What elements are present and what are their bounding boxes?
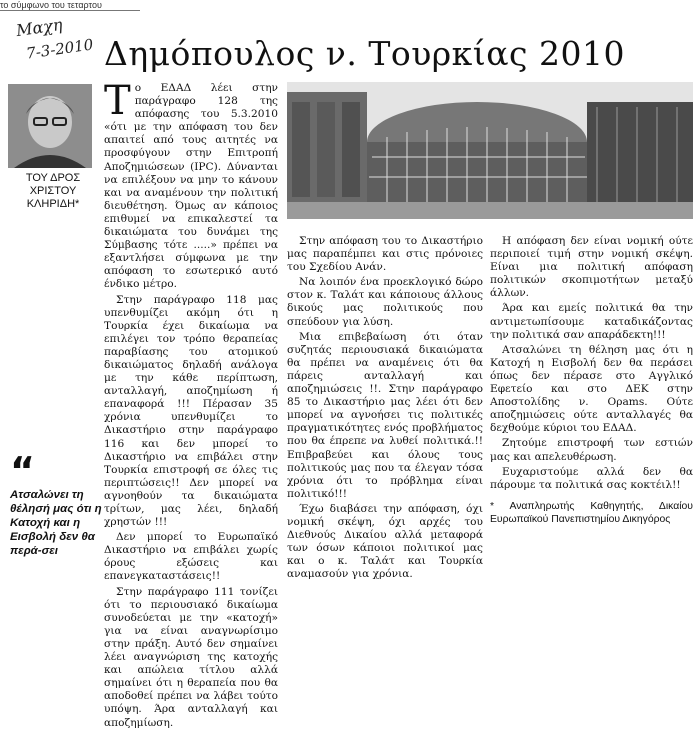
- top-clip-text: το σύμφωνο του τεταρτου: [0, 0, 140, 11]
- article-paragraph: Έχω διαβάσει την απόφαση, όχι νομική σκέψη, όχι αρχές του Διεθνούς Δικαίου αλλά μεταφορά των όσων κάποιοι πολιτικοί μας και ο κ. Ταλάτ και Τουρκία αναμασούν για χρόνια.: [287, 502, 483, 581]
- drop-cap: Τ: [104, 78, 131, 124]
- article-paragraph: Ατσαλώνει τη θέληση μας ότι η Κατοχή η Εισβολή δεν θα περάσει όπως δεν πέρασε στο Αγγλικό Εφετείο και στο ΔΕΚ στην Αποστολίδης ν. Ορams. Ούτε αποζημιώσεις ούτε ανταλλαγές θα δεχθούμε κύριοι του ΕΔΑΔ.: [490, 343, 693, 435]
- article-paragraph: Στην απόφαση του το Δικαστήριο μας παραπέμπει και στις πρόνοιες του Σχεδίου Ανάν.: [287, 235, 483, 274]
- author-photo: [8, 84, 92, 168]
- pull-quote: Ατσαλώνει τη θέλησή μας ότι η Κατοχή και η Εισβολή δεν θα περά-σει: [10, 489, 102, 557]
- article-column-1: [104, 78, 278, 732]
- author-signature: * Αναπληρωτής Καθηγητής, Δικαίου Ευρωπαϊκού Πανεπιστημίου Δικηγόρος: [490, 500, 693, 525]
- article-title: Δημόπουλος ν. Τουρκίας 2010: [104, 34, 625, 73]
- handwritten-source: Μαχη: [14, 14, 64, 41]
- author-portrait-image: [8, 84, 92, 168]
- quote-mark-icon: “: [10, 449, 35, 493]
- article-paragraph: Στην παράγραφο 118 μας υπενθυμίζει ακόμη ότι η Τουρκία έχει δικαίωμα να επιλέγει τον τρόπο θεραπείας παραβίασης του ατομικού δικαιώματος δηλαδή ανάλογα με την κάθε περίπτωση, ανταλλαγή, αποζημίωση ή επαναφορά !!! Πέρασαν 35 χρόνια υπενθυμίζει το Δικαστήριο στην παράγραφο 116 και δεν μπορεί το Δικαστήριο να επιβάλει στην Τουρκία επιστροφή σε όλες τις περιπτώσεις!! Δεν μπορεί να αγνοηθούν τα δικαιώματα τρίτων, μας λέει, δηλαδή χρηστών !!!: [104, 293, 278, 529]
- article-paragraph: Η απόφαση δεν είναι νομική ούτε περιποιεί τιμή στην νομική σκέψη. Είναι μια πολιτική απόφαση πολιτικών σκοπιμοτήτων μεταξύ άλλων.: [490, 235, 693, 300]
- court-building-image: [287, 82, 693, 219]
- court-building-photo: [287, 82, 693, 219]
- article-paragraph: Δεν μπορεί το Ευρωπαϊκό Δικαστήριο να επιβάλει χωρίς όρους εξώσεις και επανεγκαταστάσεις!!: [104, 531, 278, 583]
- author-caption: ΤΟΥ ΔΡΟΣ ΧΡΙΣΤΟΥ ΚΛΗΡΙΔΗ*: [25, 172, 81, 210]
- article-paragraph: Άρα και εμείς πολιτικά θα την αντιμετωπίσουμε καταδικάζοντας την πολιτικά σαν απαράδεκτη!!!: [490, 302, 693, 341]
- article-paragraph: Να λοιπόν ένα προεκλογικό δώρο στον κ. Ταλάτ και κάποιους άλλους δικούς μας πολιτικούς που σπεύδουν για λύση.: [287, 276, 483, 328]
- article-paragraph: Μια επιβεβαίωση ότι όταν συζητάς περιουσιακά δικαιώματα θα πρέπει να αναμένεις ότι θα πάρεις ανταλλαγή και αποζημιώσεις !!. Στην παράγραφο 85 το Δικαστήριο μας λέει ότι δεν μπορεί να αγνοήσει τις πολιτικές πραγματικότητες ενός προβλήματος που θα έπρεπε να λυθεί πολιτικά.!! Επιβραβεύει και όλους τους πολιτικούς μας που τα έλεγαν τόσα χρόνια ότι το πρόβλημα είναι πολιτικό!!!: [287, 330, 483, 500]
- article-paragraph: Ευχαριστούμε αλλά δεν θα πάρουμε τα πολιτικά σας κοκτέιλ!!: [490, 465, 693, 491]
- article-paragraph: Ζητούμε επιστροφή των εστιών μας και απελευθέρωση.: [490, 437, 693, 463]
- article-paragraph: Στην παράγραφο 111 τονίζει ότι το περιουσιακό δικαίωμα συνοδεύεται με την «κατοχή» για να είναι αναγνωρίσιμο στην πράξη. Αυτό δεν σημαίνει λέει αναγνώριση της κατοχής και απώλεια τίτλου αλλά σημαίνει ότι η θεραπεία που θα αποδοθεί πρέπει να λάβει τούτο υπόψη. Άρα ανταλλαγή και αποζημίωση.: [104, 585, 278, 729]
- handwritten-date: 7-3-2010: [25, 35, 95, 63]
- article-column-3: [490, 235, 693, 528]
- article-column-2: [287, 235, 483, 583]
- article-paragraph: Το ΕΔΑΔ λέει στην παράγραφο 128 της απόφασης του 5.3.2010 «ότι με την απόφαση του δεν απαιτεί από τους αιτητές να προσφύγουν στην Επιτροπή Αποζημιώσεων (IPC). Δύνανται να επιλέξουν να μην το κάνουν και να αναμένουν την πολιτική διευθέτηση. Όμως αν κάποιος επιθυμεί να επικαλεστεί τα δικαιώματα του δυνάμει της Σύμβασης τότε .....» πρέπει να εξαντλήσει σύμφωνα με την απόφαση το εσωτερικό αυτό ένδικο μέτρο.: [104, 78, 278, 291]
